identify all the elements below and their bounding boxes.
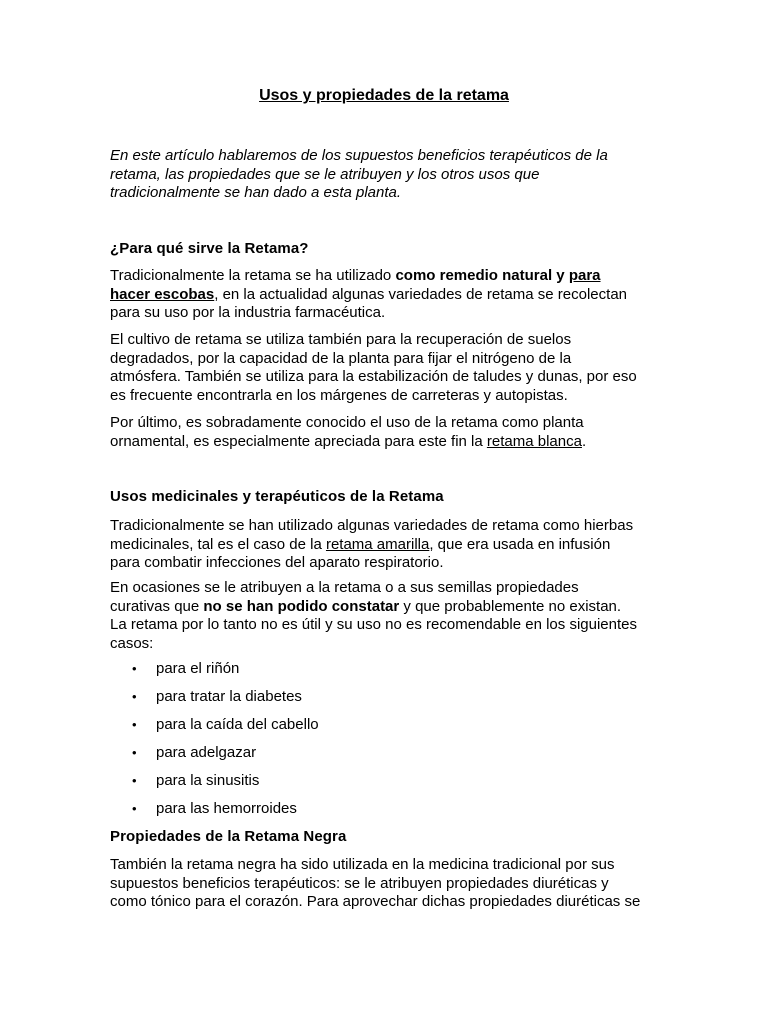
text-run: Tradicionalmente la retama se ha utilizado [110,267,396,284]
page-title: Usos y propiedades de la retama [259,87,509,104]
bullet-icon: • [132,801,137,816]
bold-text: como remedio natural y [395,267,569,284]
text-run: medicinales, tal es el caso de la [110,535,326,553]
paragraph-ornamental [110,414,655,451]
list-item-text: para adelgazar [156,744,257,761]
paragraph-curative [110,579,655,653]
bold-underlined-text: hacer escobas [110,285,215,303]
text-line: Por último, es sobradamente conocido el uso de la retama como planta [110,414,584,431]
list-item [110,800,655,828]
text-line: atmósfera. También se utiliza para la estabilización de taludes y dunas, por eso [110,368,637,385]
text-line: En ocasiones se le atribuyen a la retama o a sus semillas propiedades [110,579,579,596]
section-heading-usos-medicinales: Usos medicinales y terapéuticos de la Retama [110,488,444,505]
paragraph-cultivation [110,331,655,405]
list-item [110,688,655,716]
section-heading-retama-negra: Propiedades de la Retama Negra [110,828,347,845]
bullet-icon: • [132,773,137,788]
paragraph-retama-negra [110,856,655,912]
list-item [110,744,655,772]
list-item-text: para la sinusitis [156,772,260,789]
list-item [110,716,655,744]
text-line: es frecuente encontrarla en los márgenes de carreteras y autopistas. [110,386,568,404]
paragraph-medicinal [110,517,655,573]
text-line: supuestos beneficios terapéuticos: se le atribuyen propiedades diuréticas y [110,874,609,892]
intro-paragraph [110,147,655,203]
bullet-icon: • [132,717,137,732]
text-run: curativas que [110,597,204,615]
intro-line: En este artículo hablaremos de los supuestos beneficios terapéuticos de la [110,147,608,164]
text-run: ornamental, es especialmente apreciada para este fin la [110,432,487,450]
bullet-list [110,660,655,828]
text-line: También la retama negra ha sido utilizada en la medicina tradicional por sus [110,856,615,873]
list-item-text: para la caída del cabello [156,716,319,733]
list-item-text: para tratar la diabetes [156,688,302,705]
text-line: para combatir infecciones del aparato respiratorio. [110,554,444,571]
bullet-icon: • [132,661,137,676]
link-retama-blanca[interactable]: retama blanca [486,432,582,450]
text-run: , en la actualidad algunas variedades de retama se recolectan [214,285,627,303]
list-item [110,772,655,800]
text-line: casos: [110,634,154,652]
text-run: , que era usada en infusión [429,535,611,553]
list-item [110,660,655,688]
text-run: y que probablemente no existan. [399,597,622,615]
text-line: Tradicionalmente se han utilizado algunas variedades de retama como hierbas [110,517,634,534]
text-line: La retama por lo tanto no es útil y su uso no es recomendable en los siguientes [110,616,637,633]
bold-text: no se han podido constatar [203,597,400,615]
text-run: para su uso por la industria farmacéutica. [110,304,386,321]
bullet-icon: • [132,745,137,760]
list-item-text: para el riñón [156,660,240,677]
text-run: . [581,432,587,450]
text-line: degradados, por la capacidad de la planta para fijar el nitrógeno de la [110,349,572,367]
section-heading-para-que-sirve: ¿Para qué sirve la Retama? [110,240,309,257]
bold-underlined-text: para [568,267,601,284]
link-retama-amarilla[interactable]: retama amarilla [325,535,430,553]
intro-line: tradicionalmente se han dado a esta planta. [110,184,402,201]
bullet-icon: • [132,689,137,704]
paragraph-uses [110,267,655,323]
list-item-text: para las hemorroides [156,800,297,817]
text-line: como tónico para el corazón. Para aprovechar dichas propiedades diuréticas se [110,893,641,910]
intro-line: retama, las propiedades que se le atribuyen y los otros usos que [110,165,540,183]
text-line: El cultivo de retama se utiliza también para la recuperación de suelos [110,331,572,348]
